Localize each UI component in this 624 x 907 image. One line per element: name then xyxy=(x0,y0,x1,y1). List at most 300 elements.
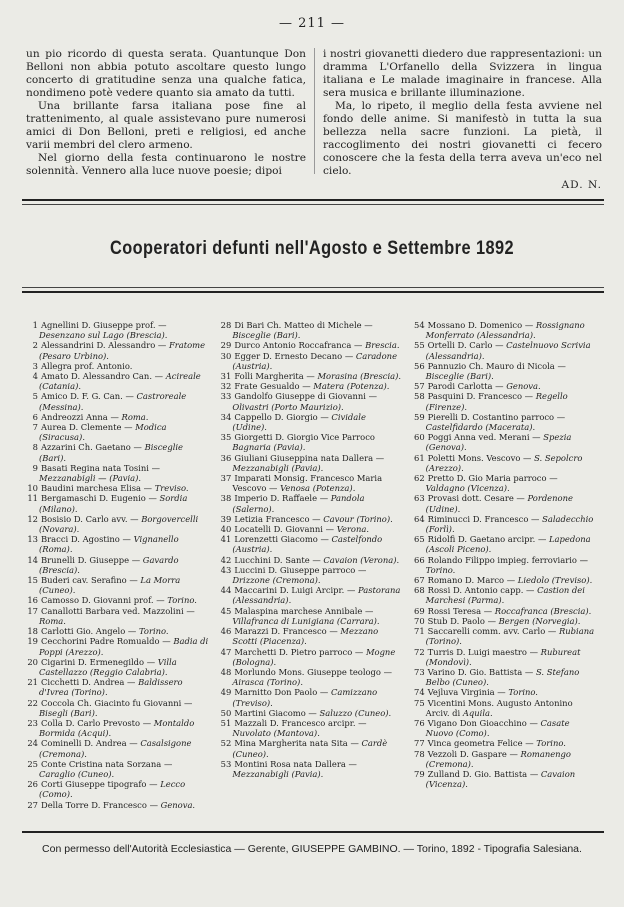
obituary-entry xyxy=(217,391,402,411)
entry-number: 66 xyxy=(413,554,425,565)
obituary-entry xyxy=(217,585,402,605)
entry-place: Acireale (Catania). xyxy=(39,371,201,392)
entry-name: Malaspina marchese Annibale — xyxy=(234,605,374,616)
entry-number: 8 xyxy=(32,442,38,453)
entry-place: — Torino. xyxy=(425,554,588,575)
entry-number: 65 xyxy=(413,534,425,545)
entry-number: 28 xyxy=(220,320,232,330)
entry-number: 12 xyxy=(27,513,38,524)
entry-number: 35 xyxy=(220,432,232,443)
entry-number: 29 xyxy=(220,340,232,351)
entry-name: Imparati Monsig. Francesco Maria Vescovo — xyxy=(232,473,383,494)
entry-place: Badia di Poppi (Arezzo). xyxy=(39,636,209,657)
entry-place: Verona. xyxy=(336,524,370,535)
entry-number: 53 xyxy=(220,758,232,769)
entry-place: Cardè (Cuneo). xyxy=(232,738,388,759)
obituary-entry xyxy=(24,738,209,758)
entry-place: Genova. xyxy=(160,799,196,810)
divider xyxy=(22,291,604,293)
obituary-entry xyxy=(217,453,402,473)
entry-number: 63 xyxy=(413,493,425,504)
entry-number: 21 xyxy=(27,677,38,688)
entry-number: 58 xyxy=(413,391,425,402)
entry-name: Stub D. Paolo — xyxy=(427,615,496,626)
entry-name: Carlotti Gio. Angelo — xyxy=(41,626,137,637)
entry-name: Basati Regina nata Tosini — xyxy=(41,462,160,473)
obituary-entry xyxy=(24,442,209,462)
obituary-entry xyxy=(411,493,596,513)
entry-number: 70 xyxy=(413,615,425,626)
entry-name: Azzarini Ch. Gaetano — xyxy=(41,442,142,453)
obituary-entry xyxy=(411,718,596,738)
obituary-entry xyxy=(24,800,209,810)
entry-name: Bracci D. Agostino — xyxy=(41,534,131,545)
entry-number: 67 xyxy=(413,575,425,586)
entry-number: 26 xyxy=(27,779,38,790)
entry-name: Mina Margherita nata Sita — xyxy=(234,738,359,749)
entry-name: Egger D. Ernesto Decano — xyxy=(234,350,354,361)
entry-number: 71 xyxy=(413,626,425,637)
entry-name: Mossano D. Domenico — xyxy=(427,320,534,330)
entry-number: 9 xyxy=(32,462,38,473)
entry-place: Fratome (Pesaro Urbino). xyxy=(39,340,206,361)
obituary-entry xyxy=(217,493,402,513)
entry-place: Torino. xyxy=(536,738,566,749)
entry-name: Alessandrini D. Alessandro — xyxy=(41,340,167,351)
entry-number: 36 xyxy=(220,452,232,463)
entry-name: Mazzali D. Francesco arcipr. — xyxy=(234,717,367,728)
entry-number: 49 xyxy=(220,687,232,698)
entry-place: Rossignano Monferrato (Alessandria). xyxy=(425,320,585,341)
entry-place: Castelnuovo Scrivia (Alessandria). xyxy=(425,340,591,361)
intro-paragraph: Ma, lo ripeto, il meglio della festa avviene nel fondo delle anime. Si manifestò in tutta la sua bellezza nella sacre funzioni. La pietà, il raccoglimento dei nostri giovanetti ci fecero conoscere che la festa della terra aveva un'eco nel cielo. xyxy=(323,100,602,177)
entry-place: Mezzanabigli (Pavia). xyxy=(232,462,324,473)
entry-number: 27 xyxy=(27,799,38,810)
entry-number: 46 xyxy=(220,626,232,637)
entry-place: Nuvolato (Mantova). xyxy=(232,728,320,739)
entry-name: Rossi Teresa — xyxy=(427,605,493,616)
entry-name: Amico D. F. G. Can. — xyxy=(41,391,134,402)
entry-name: Bergamaschi D. Eugenio — xyxy=(41,493,157,504)
entry-number: 1 xyxy=(32,320,38,330)
entry-place: Saluzzo (Cuneo). xyxy=(319,707,392,718)
entry-place: Cividale (Udine). xyxy=(232,411,366,433)
obituary-entry xyxy=(217,524,402,534)
entry-number: 19 xyxy=(27,636,38,647)
entry-place: Cavaion (Verona). xyxy=(323,554,400,565)
signature: AD. N. xyxy=(561,179,602,191)
entry-name: Amato D. Alessandro Can. — xyxy=(41,371,164,382)
entry-place: Bisegli (Bari). xyxy=(39,707,98,718)
obituary-column xyxy=(217,320,410,830)
entry-name: Vezzoli D. Gaspare — xyxy=(427,748,518,759)
entry-place: Matera (Potenza). xyxy=(313,381,390,392)
intro-left-column xyxy=(26,48,314,177)
entry-number: 45 xyxy=(220,605,232,616)
entry-name: Luccini D. Giuseppe parroco — xyxy=(234,564,367,575)
entry-number: 32 xyxy=(220,381,232,392)
entry-number: 69 xyxy=(413,605,425,616)
divider xyxy=(22,287,604,288)
entry-number: 25 xyxy=(27,758,38,769)
entry-number: 61 xyxy=(413,452,425,463)
obituary-entry xyxy=(24,391,209,411)
entry-place: Bisceglie (Bari). xyxy=(39,442,184,463)
obituary-entry xyxy=(217,626,402,646)
obituary-entry xyxy=(24,575,209,595)
obituary-entry xyxy=(217,381,402,391)
entry-name: Bosisio D. Carlo avv. — xyxy=(41,513,139,524)
entry-place: Vignanello (Roma). xyxy=(39,534,179,555)
entry-place: Bisceglie (Bari). xyxy=(232,330,301,341)
entry-place: Modica (Siracusa). xyxy=(39,422,167,443)
entry-number: 72 xyxy=(413,646,425,657)
entry-number: 48 xyxy=(220,666,232,677)
entry-name: Turris D. Luigi maestro — xyxy=(427,646,538,657)
entry-place: Gavardo (Brescia). xyxy=(39,554,179,575)
obituary-entry xyxy=(411,769,596,789)
entry-name: Allegra prof. Antonio. xyxy=(41,360,133,371)
entry-name: Riminucci D. Francesco — xyxy=(427,513,540,524)
divider xyxy=(22,199,604,201)
entry-name: Marchetti D. Pietro parroco — xyxy=(234,646,364,657)
entry-place: Lecco (Como). xyxy=(39,779,186,800)
entry-number: 73 xyxy=(413,666,425,677)
obituary-entry xyxy=(411,534,596,554)
entry-name: Cicchetti D. Andrea — xyxy=(41,677,136,688)
entry-name: Corti Giuseppe tipografo — xyxy=(41,779,158,790)
entry-place: Treviso. xyxy=(154,483,189,494)
entry-name: Vigano Don Gioacchino — xyxy=(427,717,538,728)
obituary-entry xyxy=(217,718,402,738)
obituary-column xyxy=(411,320,604,830)
entry-name: Agnellini D. Giuseppe prof. — xyxy=(41,320,167,330)
entry-place: Airasca (Torino). xyxy=(232,677,303,688)
entry-number: 56 xyxy=(413,360,425,371)
entry-name: Letizia Francesco — xyxy=(234,513,321,524)
entry-name: Vejluva Virginia — xyxy=(427,687,506,698)
entry-name: Rolando Filippo impieg. ferroviario xyxy=(427,554,577,565)
entry-number: 37 xyxy=(220,473,232,484)
obituary-entry xyxy=(24,698,209,718)
entry-name: Ridolfi D. Gaetano arcipr. — xyxy=(427,534,547,545)
entry-name: Camosso D. Giovanni prof. — xyxy=(41,595,165,606)
entry-name: Locatelli D. Giovanni — xyxy=(234,524,335,535)
entry-place: Bisceglie (Bari). xyxy=(425,371,494,382)
obituary-column xyxy=(24,320,217,830)
entry-number: 59 xyxy=(413,411,425,422)
obituary-entry xyxy=(411,687,596,697)
entry-name: Varino D. Gio. Battista — xyxy=(427,666,534,677)
obituary-entry xyxy=(24,779,209,799)
entry-place: Montaldo Bormida (Acqui). xyxy=(39,717,195,739)
entry-place: Pordenone (Udine). xyxy=(425,493,573,514)
entry-number: 23 xyxy=(27,717,38,728)
entry-name: Rossi D. Antonio capp. — xyxy=(427,585,535,596)
entry-place: Baldissero d'Ivrea (Torino). xyxy=(39,677,183,698)
entry-number: 10 xyxy=(27,483,38,494)
entry-number: 44 xyxy=(220,585,232,596)
entry-number: 68 xyxy=(413,585,425,596)
entry-place: Regello (Firenze). xyxy=(425,391,568,412)
entry-place: Mogne (Bologna). xyxy=(232,646,396,667)
entry-place: Camizzano (Treviso). xyxy=(232,687,378,708)
entry-number: 17 xyxy=(27,605,38,616)
entry-number: 52 xyxy=(220,738,232,749)
entry-place: Castion dei Marchesi (Parma). xyxy=(425,585,585,606)
entry-place: Valdagno (Vicenza). xyxy=(425,483,510,494)
obituary-entry xyxy=(411,340,596,360)
entry-number: 40 xyxy=(220,524,232,535)
entry-place: Drizzone (Cremona). xyxy=(232,575,321,586)
entry-name: Colla D. Carlo Prevosto — xyxy=(41,717,152,728)
entry-number: 47 xyxy=(220,646,232,657)
divider xyxy=(22,204,604,205)
obituary-entry xyxy=(217,555,402,565)
entry-number: 75 xyxy=(413,697,425,708)
entry-name: Imperio D. Raffaele — xyxy=(234,493,329,504)
entry-name: Pretto D. Gio Maria parroco — xyxy=(427,473,558,484)
entry-name: Canallotti Barbara ved. Mazzolini — xyxy=(41,605,195,616)
obituary-entry xyxy=(24,657,209,677)
entry-place: Cavour (Torino). xyxy=(323,513,393,524)
obituary-entry xyxy=(217,320,402,340)
entry-name: Giorgetti D. Giorgio Vice Parroco xyxy=(234,432,375,443)
obituary-entry xyxy=(24,759,209,779)
obituary-entry xyxy=(24,514,209,534)
entry-number: 31 xyxy=(220,371,232,382)
obituary-entry xyxy=(24,606,209,626)
entry-place: Caradone (Austria). xyxy=(232,350,398,371)
obituary-entry xyxy=(217,759,402,779)
obituary-entry xyxy=(411,381,596,391)
entry-name: Coccola Ch. Giacinto fu Giovanni — xyxy=(41,697,193,708)
entry-name: Montini Rosa nata Dallera — xyxy=(234,758,357,769)
obituary-entry xyxy=(24,718,209,738)
entry-number: 50 xyxy=(220,707,232,718)
entry-number: 11 xyxy=(27,493,38,504)
intro-paragraph: Una brillante farsa italiana pose fine al trattenimento, al quale assistevano pure numerosi amici di Don Belloni, preti e religiosi, ed anche varii membri del clero armeno. xyxy=(26,100,306,151)
entry-name: Pierelli D. Costantino parroco — xyxy=(427,411,566,422)
page-number: — 211 — xyxy=(278,16,346,31)
entry-name: Marazzi D. Francesco — xyxy=(234,626,338,637)
entry-place: Villafranca di Lunigiana (Carrara). xyxy=(232,615,380,626)
entry-place: Aquila. xyxy=(462,707,493,718)
entry-number: 51 xyxy=(220,717,232,728)
entry-name: Poggi Anna ved. Merani — xyxy=(427,432,541,443)
entry-name: Di Bari Ch. Matteo di Michele — xyxy=(234,320,373,330)
obituary-entry xyxy=(217,514,402,524)
entry-place: Borgovercelli (Novara). xyxy=(39,513,199,535)
entry-name: Ortelli D. Carlo — xyxy=(427,340,504,351)
entry-name: Parodi Carlotta — xyxy=(427,381,504,392)
entry-number: 15 xyxy=(27,575,38,586)
divider xyxy=(22,831,604,833)
entry-name: Vicentini Mons. Augusto Antonino Arciv. di xyxy=(425,697,573,718)
entry-name: Frate Gesualdo — xyxy=(234,381,311,392)
entry-place: Castelfondo (Austria). xyxy=(232,534,383,555)
entry-number: 30 xyxy=(220,350,232,361)
entry-name: Cigarini D. Ermenegildo — xyxy=(41,656,156,667)
entry-name: Morlundo Mons. Giuseppe teologo — xyxy=(234,666,392,677)
obituary-entry xyxy=(24,636,209,656)
entry-name: Martini Giacomo — xyxy=(234,707,317,718)
obituary-entry xyxy=(411,361,596,381)
entry-place: Mezzano Scotti (Piacenza). xyxy=(232,626,379,647)
entry-name: Giuliani Giuseppina nata Dallera — xyxy=(234,452,385,463)
entry-place: Torino. xyxy=(138,626,169,637)
entry-name: Vinca geometra Felice — xyxy=(427,738,534,749)
entry-name: Durco Antonio Roccafranca — xyxy=(234,340,363,351)
entry-number: 7 xyxy=(32,422,38,433)
obituary-entry xyxy=(411,391,596,411)
obituary-entry xyxy=(217,432,402,452)
entry-place: Bagnaria (Pavia). xyxy=(232,442,306,453)
entry-number: 3 xyxy=(32,360,38,371)
entry-name: Maccarini D. Luigi Arcipr. — xyxy=(234,585,356,596)
entry-place: S. Sepolcro (Arezzo). xyxy=(425,452,583,473)
entry-number: 18 xyxy=(27,626,38,637)
entry-place: La Morra (Cuneo). xyxy=(39,575,181,596)
entry-place: Torino. xyxy=(167,595,197,606)
entry-name: Cappello D. Giorgio — xyxy=(234,411,329,422)
entry-number: 33 xyxy=(220,391,232,402)
obituary-entry xyxy=(217,351,402,371)
entry-number: 62 xyxy=(413,473,425,484)
entry-name: Zulland D. Gio. Battista — xyxy=(427,768,539,779)
obituary-entry xyxy=(24,493,209,513)
obituary-entry xyxy=(411,667,596,687)
entry-place: Romanengo (Cremona). xyxy=(425,748,571,769)
obituary-entry xyxy=(217,667,402,687)
obituary-entry xyxy=(411,555,596,575)
obituary-entry xyxy=(217,738,402,758)
entry-number: 34 xyxy=(220,411,232,422)
obituary-entry xyxy=(24,361,209,371)
entry-number: 38 xyxy=(220,493,232,504)
entry-place: Pandola (Salerno). xyxy=(232,493,365,514)
obituary-entry xyxy=(411,575,596,585)
obituary-entry xyxy=(411,626,596,646)
entry-name: Romano D. Marco — xyxy=(427,575,516,586)
entry-place: Torino. xyxy=(508,687,538,698)
obituary-entry xyxy=(217,473,402,493)
entry-name: Cominelli D. Andrea — xyxy=(41,738,138,749)
entry-name: Aurea D. Clemente — xyxy=(41,422,133,433)
entry-place: S. Stefano Belbo (Cuneo). xyxy=(425,666,580,688)
obituary-entry xyxy=(411,749,596,769)
entry-number: 6 xyxy=(32,411,38,422)
obituary-entry xyxy=(411,432,596,452)
entry-name: Lorenzetti Giacomo — xyxy=(234,534,329,545)
obituary-entry xyxy=(217,340,402,350)
obituary-entry xyxy=(411,585,596,605)
entry-name: Saccarelli comm. avv. Carlo — xyxy=(427,626,557,637)
entry-place: Genova. xyxy=(506,381,541,392)
entry-place: Spezia (Genova). xyxy=(425,432,572,453)
obituary-list xyxy=(24,320,604,830)
obituary-entry xyxy=(24,412,209,422)
entry-name: Lucchini D. Sante — xyxy=(234,554,321,565)
obituary-entry xyxy=(411,698,596,718)
obituary-entry xyxy=(411,738,596,748)
entry-name: Pannuzio Ch. Mauro di Nicola — xyxy=(427,360,566,371)
obituary-entry xyxy=(217,371,402,381)
obituary-entry xyxy=(24,483,209,493)
entry-name: Cecchorini Padre Romualdo — xyxy=(41,636,171,647)
entry-number: 43 xyxy=(220,564,232,575)
intro-paragraph: i nostri giovanetti diedero due rappresentazioni: un dramma L'Orfanello della Svizzera in lingua italiana e Le malade imaginaire in francese. Alla sera musica e brillante illuminazione. xyxy=(323,48,602,99)
obituary-entry xyxy=(24,371,209,391)
entry-number: 5 xyxy=(32,391,38,402)
entry-name: Andreozzi Anna — xyxy=(41,411,119,422)
entry-place: Caraglio (Cuneo). xyxy=(39,768,115,779)
obituary-entry xyxy=(24,595,209,605)
entry-name: Conte Cristina nata Sorzana — xyxy=(41,758,173,769)
obituary-entry xyxy=(217,412,402,432)
entry-number: 13 xyxy=(27,534,38,545)
obituary-entry xyxy=(24,340,209,360)
entry-place: Roma. xyxy=(39,615,66,626)
entry-name: Della Torre D. Francesco — xyxy=(41,799,158,810)
entry-name: Provasi dott. Cesare — xyxy=(427,493,525,504)
entry-place: Liedolo (Treviso). xyxy=(517,575,593,586)
entry-number: 64 xyxy=(413,513,425,524)
entry-number: 22 xyxy=(27,697,38,708)
entry-number: 20 xyxy=(27,656,38,667)
entry-place: Castelfidardo (Macerata). xyxy=(425,422,536,433)
section-title: Cooperatori defunti nell'Agosto e Settembre 1892 xyxy=(109,238,515,259)
entry-name: Pasquini D. Francesco — xyxy=(427,391,534,402)
obituary-entry xyxy=(24,626,209,636)
entry-number: 24 xyxy=(27,738,38,749)
entry-name: Folli Margherita — xyxy=(234,371,315,382)
intro-text xyxy=(26,48,602,191)
entry-place: Rubiana (Torino). xyxy=(425,626,595,647)
obituary-entry xyxy=(411,412,596,432)
entry-number: 76 xyxy=(413,717,425,728)
entry-name: Buderi cav. Serafino — xyxy=(41,575,138,586)
obituary-entry xyxy=(24,463,209,483)
entry-number: 79 xyxy=(413,768,425,779)
obituary-entry xyxy=(217,647,402,667)
entry-place: Pastorana (Alessandria). xyxy=(232,585,401,606)
entry-place: Villa Castellazzo (Reggio Calabria). xyxy=(39,656,177,677)
obituary-entry xyxy=(217,534,402,554)
entry-name: Marnitto Don Paolo — xyxy=(234,687,329,698)
entry-place: Sordia (Milano). xyxy=(39,493,188,514)
obituary-entry xyxy=(411,320,596,340)
obituary-entry xyxy=(411,616,596,626)
entry-name: Baudini marchesa Elisa — xyxy=(41,483,153,494)
entry-place: Roccafranca (Brescia). xyxy=(494,605,592,616)
entry-place: Castroreale (Messina). xyxy=(39,391,187,412)
entry-place: Roma. xyxy=(121,411,149,422)
entry-number: 78 xyxy=(413,748,425,759)
entry-place: Morasina (Brescia). xyxy=(317,371,402,382)
entry-name: Brunelli D. Giuseppe — xyxy=(41,554,141,565)
entry-place: Brescia. xyxy=(365,340,400,351)
entry-place: Venosa (Potenza). xyxy=(280,483,356,494)
obituary-entry xyxy=(217,565,402,585)
obituary-entry xyxy=(24,677,209,697)
entry-number: 60 xyxy=(413,432,425,443)
obituary-entry xyxy=(217,708,402,718)
entry-number: 42 xyxy=(220,554,232,565)
entry-number: 4 xyxy=(32,371,38,382)
obituary-entry xyxy=(217,606,402,626)
footer-imprint: Con permesso dell'Autorità Ecclesiastica — Gerente, GIUSEPPE GAMBINO. — Torino, 1892 - Tipografia Salesiana. xyxy=(42,843,582,855)
